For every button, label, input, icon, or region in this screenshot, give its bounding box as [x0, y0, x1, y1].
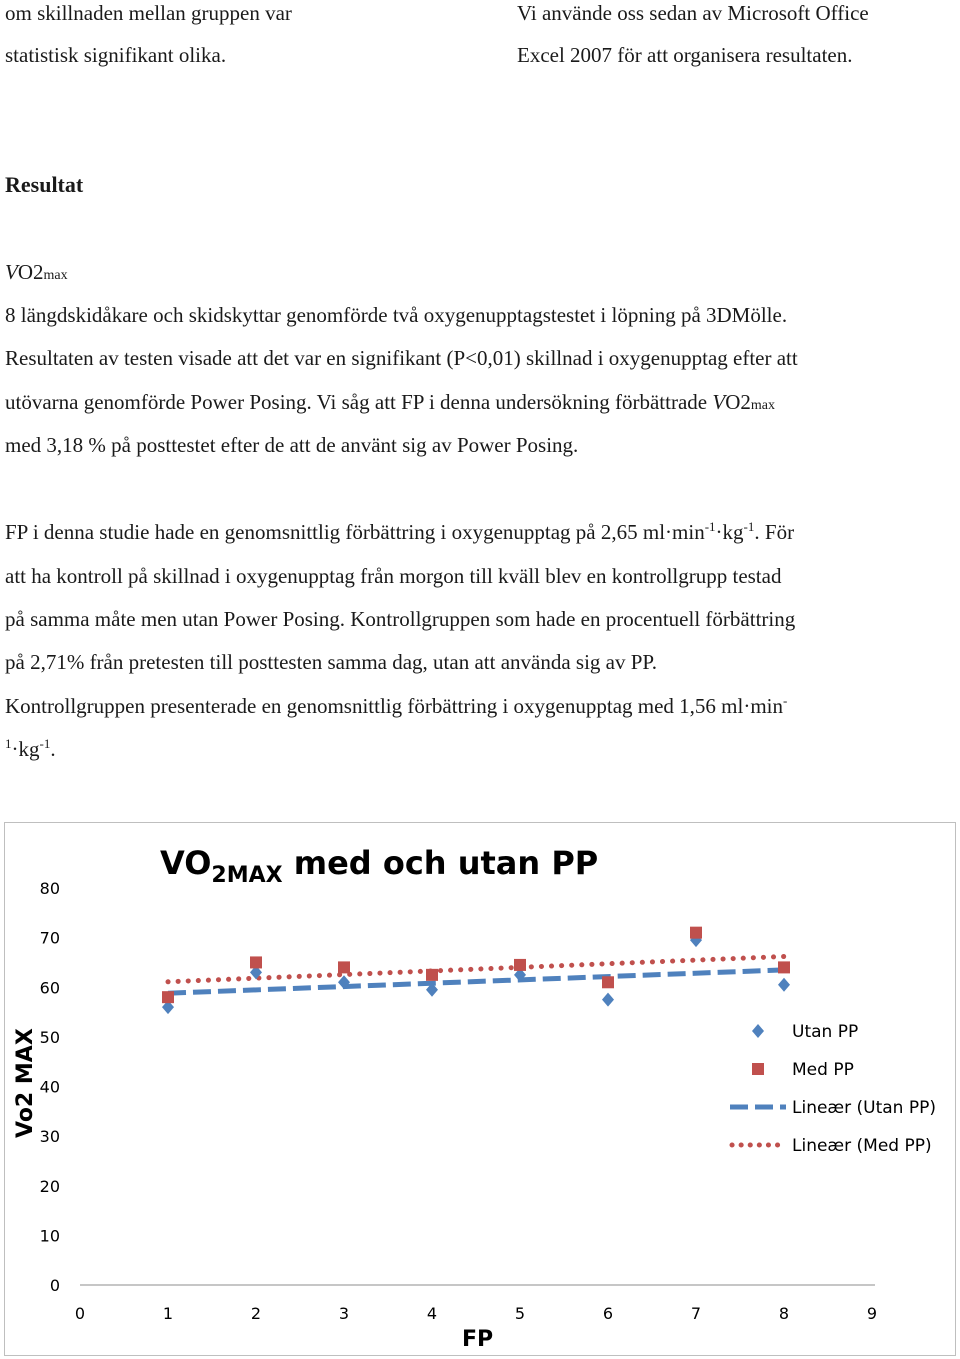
chart-title [160, 844, 598, 888]
paragraph1-line-3-v: V [712, 390, 726, 414]
paragraph1-line-1: 8 längdskidåkare och skidskyttar genomförde två oxygenupptagstestet i löpning på 3DMölle. [5, 303, 788, 327]
y-tick-labels [40, 879, 60, 1295]
x-tick-label: 9 [866, 1304, 878, 1323]
x-tick-label: 8 [778, 1304, 790, 1323]
x-axis-label: FP [462, 1327, 494, 1352]
data-points [162, 927, 790, 1014]
x-tick-label: 3 [338, 1304, 350, 1323]
legend-label: Lineær (Utan PP) [792, 1098, 936, 1118]
paragraph2-line-6-sup2: -1 [39, 736, 51, 751]
legend-label: Utan PP [792, 1022, 859, 1042]
point-utan-pp [778, 978, 790, 992]
chart-title-sub: 2MAX [211, 863, 283, 888]
point-utan-pp [602, 993, 614, 1007]
y-tick-label: 50 [39, 1027, 60, 1047]
y-tick-label: 60 [39, 978, 60, 998]
legend-marker-utan-pp [752, 1024, 764, 1038]
left-column-line-1: om skillnaden mellan gruppen var [5, 1, 292, 25]
chart-legend [730, 1022, 936, 1156]
y-tick-label: 30 [39, 1127, 60, 1147]
y-axis-label: Vo2 MAX [13, 1028, 38, 1138]
paragraph2-line-3: på samma måte men utan Power Posing. Kontrollgruppen som hade en procentuell förbättring [5, 607, 796, 631]
chart-title-rest: med och utan PP [282, 844, 599, 882]
paragraph2-line-5-text: Kontrollgruppen presenterade en genomsnittlig förbättring i oxygenupptag med 1,56 ml·min [5, 694, 783, 718]
paragraph2-line-5-sup: - [783, 693, 788, 708]
paragraph2-line-6-sup1: 1 [5, 736, 12, 751]
right-column-line-2: Excel 2007 för att organisera resultaten. [517, 43, 853, 67]
y-tick-label: 70 [39, 928, 60, 948]
y-tick-label: 80 [39, 879, 60, 898]
paragraph2-line-6-b: . [50, 737, 56, 761]
subheading-o2: O2 [17, 260, 44, 284]
paragraph1-line-3-o2: O2 [725, 390, 751, 414]
paragraph2-line-6-a: ·kg [11, 737, 40, 761]
point-med-pp [690, 927, 702, 939]
paragraph2-line-1-sup2: -1 [743, 519, 755, 534]
y-tick-label: 40 [39, 1077, 60, 1097]
point-med-pp [250, 956, 262, 968]
point-med-pp [338, 961, 350, 973]
x-tick-label: 4 [426, 1304, 438, 1323]
paragraph2-line-1-b: ·kg [715, 520, 744, 544]
chart-title-main: VO [160, 844, 212, 882]
section-heading: Resultat [5, 172, 84, 197]
paragraph1-line-3-text: utövarna genomförde Power Posing. Vi såg att FP i denna undersökning förbättrade [5, 390, 713, 414]
paragraph2-line-1-sup1: -1 [704, 519, 716, 534]
legend-label: Med PP [792, 1060, 854, 1080]
y-tick-label: 20 [39, 1176, 60, 1196]
point-med-pp [778, 961, 790, 973]
left-column-line-2: statistisk signifikant olika. [5, 43, 227, 67]
x-tick-label: 5 [514, 1304, 526, 1323]
x-tick-label: 2 [250, 1304, 262, 1323]
x-tick-label: 7 [690, 1304, 702, 1323]
x-tick-label: 0 [74, 1304, 86, 1323]
paragraph2-line-2: att ha kontroll på skillnad i oxygenupptag från morgon till kväll blev en kontrollgrupp testad [5, 564, 782, 588]
legend-marker-med-pp [752, 1063, 764, 1075]
subheading-v: V [5, 260, 18, 284]
x-tick-labels [75, 1304, 877, 1323]
x-tick-label: 1 [162, 1304, 174, 1323]
y-tick-label: 10 [39, 1226, 60, 1246]
subheading-max: max [43, 268, 68, 283]
paragraph2-line-4: på 2,71% från pretesten till posttesten samma dag, utan att använda sig av PP. [5, 650, 658, 674]
y-tick-label: 0 [49, 1276, 60, 1295]
point-med-pp [602, 976, 614, 988]
paragraph2-line-1-c: . För [754, 520, 795, 544]
paragraph2-line-1-a: FP i denna studie hade en genomsnittlig förbättring i oxygenupptag på 2,65 ml·min [5, 520, 705, 544]
legend-label: Lineær (Med PP) [792, 1136, 932, 1156]
paragraph1-line-3-max: max [750, 398, 775, 413]
point-med-pp [162, 991, 174, 1003]
point-med-pp [514, 959, 526, 971]
paragraph1-line-2: Resultaten av testen visade att det var en signifikant (P<0,01) skillnad i oxygenupptag efter att [5, 346, 798, 370]
paragraph1-line-4: med 3,18 % på posttestet efter de att de använt sig av Power Posing. [5, 433, 579, 457]
right-column-line-1: Vi använde oss sedan av Microsoft Office [517, 1, 869, 25]
point-med-pp [426, 969, 438, 981]
x-tick-label: 6 [602, 1304, 614, 1323]
